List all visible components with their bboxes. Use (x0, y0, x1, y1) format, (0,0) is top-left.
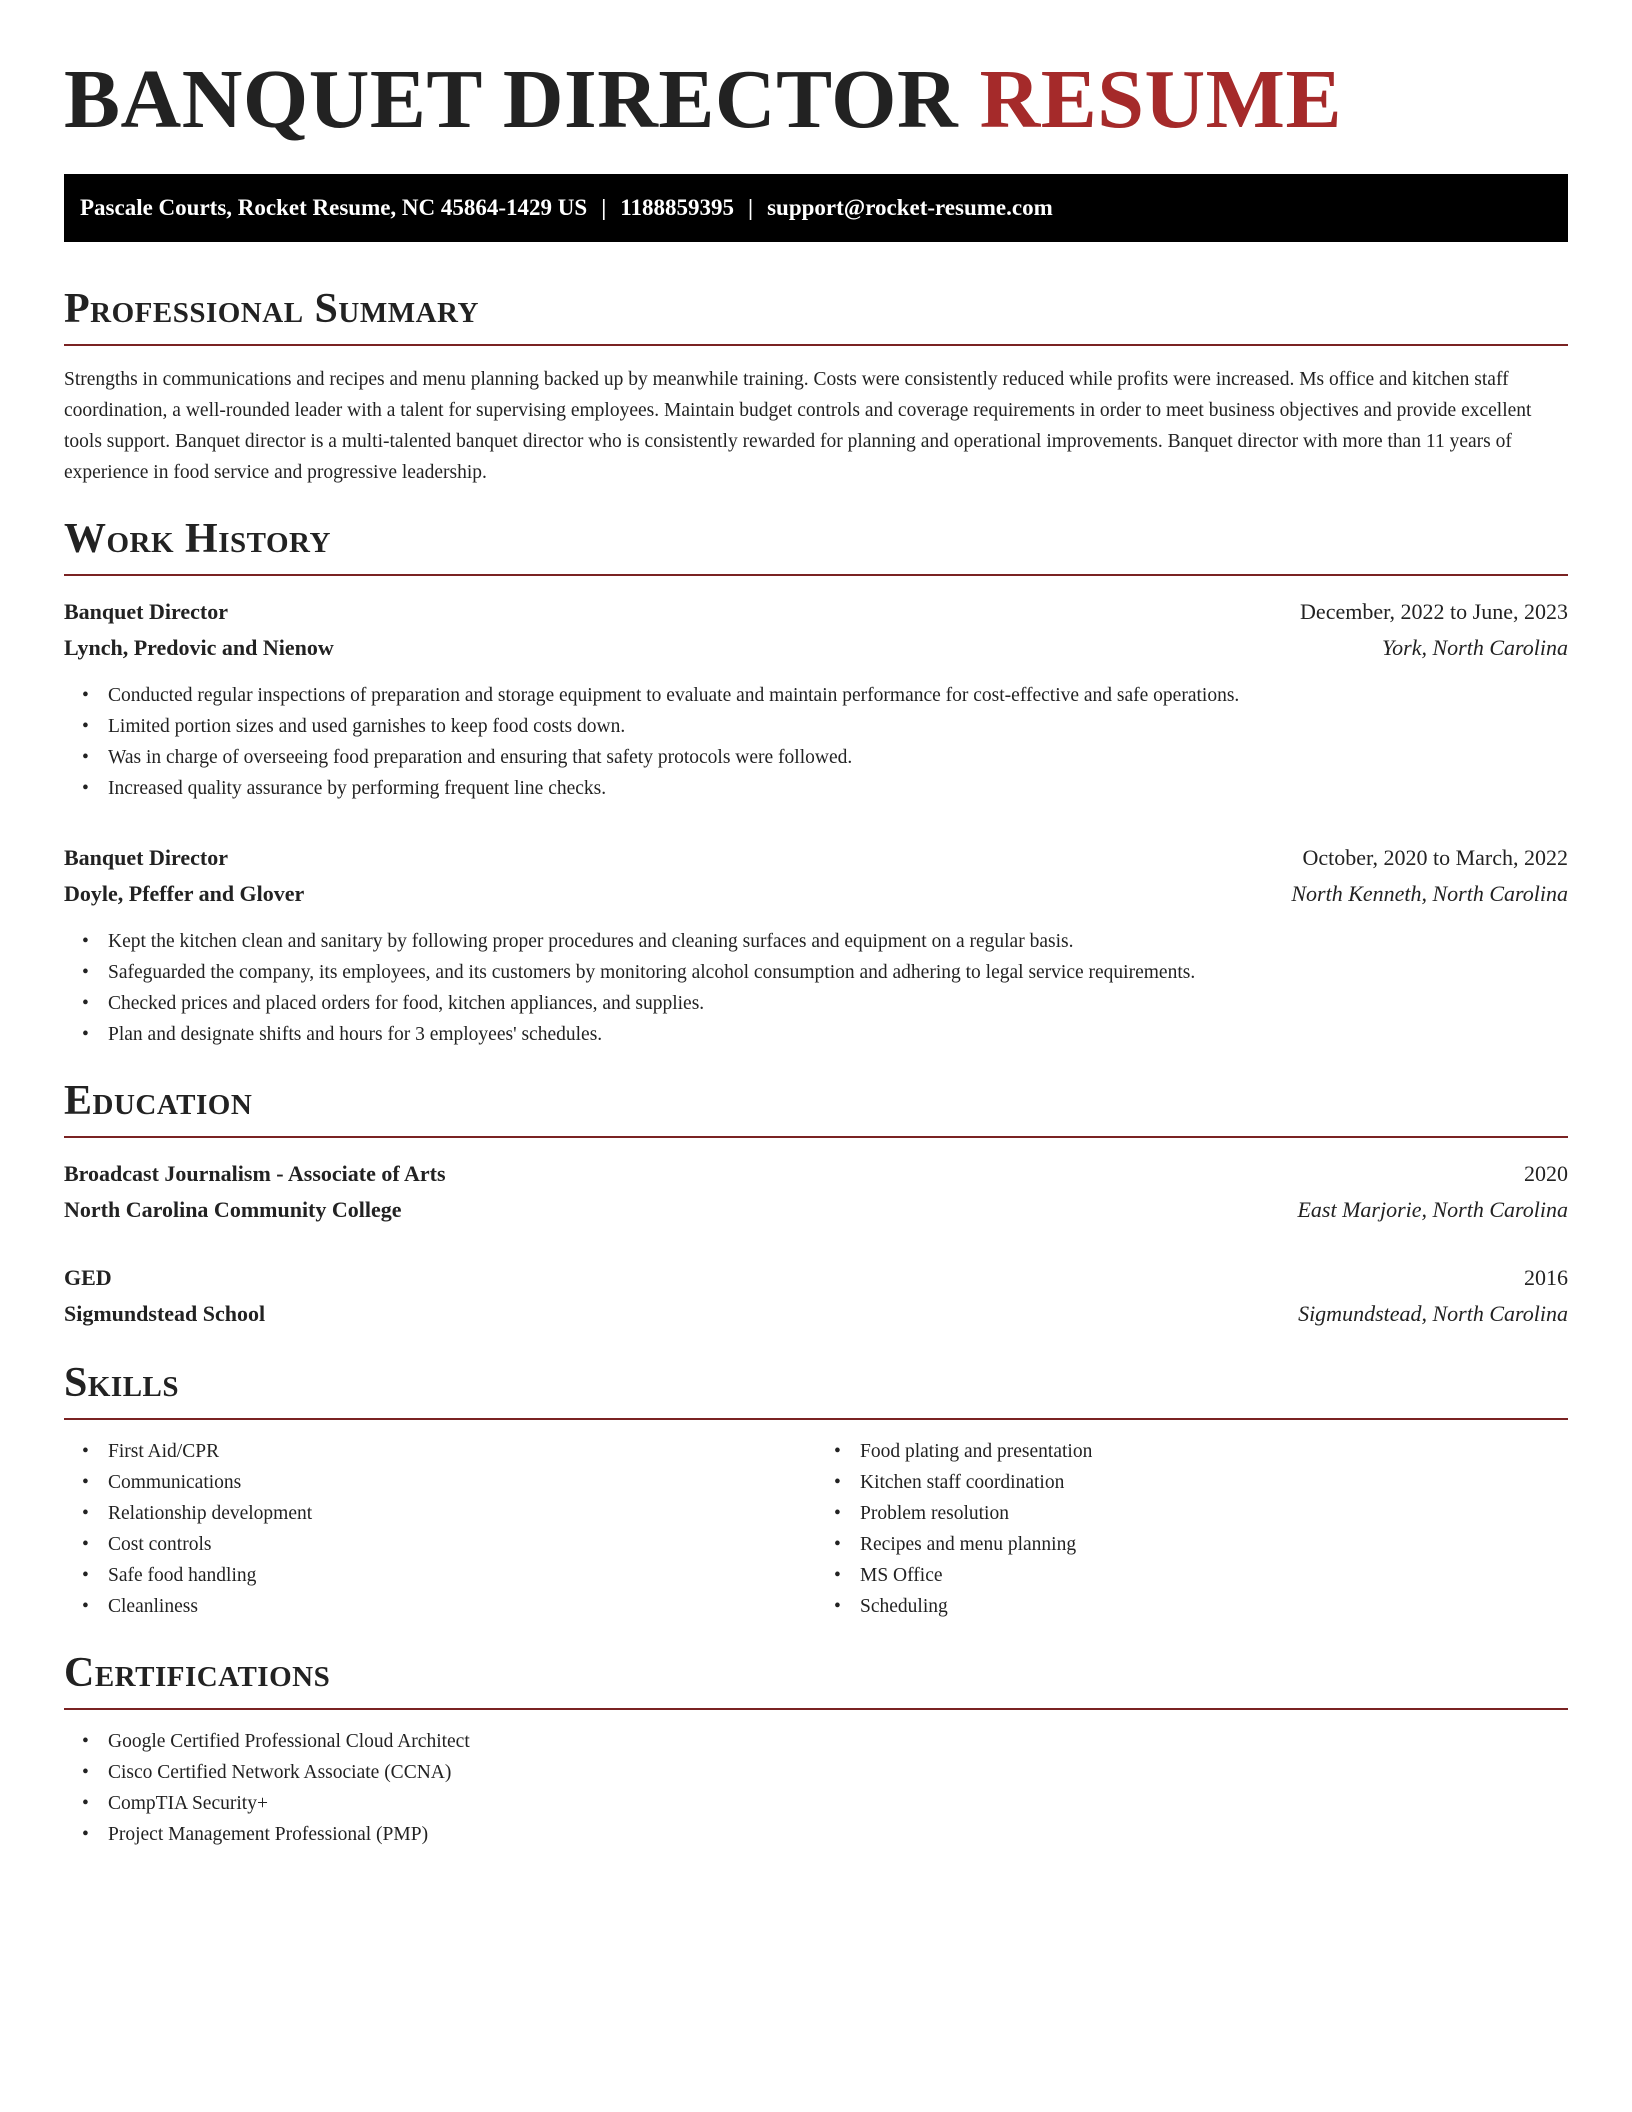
list-item: • Kept the kitchen clean and sanitary by following proper procedures and cleaning surfaces and equipment on a regular basis. (108, 926, 1568, 957)
list-item: • MS Office (860, 1560, 1568, 1591)
resume-title (64, 53, 1568, 146)
list-item: • Problem resolution (860, 1498, 1568, 1529)
education-degree: GED (64, 1265, 112, 1291)
job-dates: December, 2022 to June, 2023 (1300, 599, 1568, 625)
list-item: • Safeguarded the company, its employees, and its customers by monitoring alcohol consumption and adhering to legal service requirements. (108, 957, 1568, 988)
job-title-row (64, 840, 1568, 876)
education-school-row (64, 1192, 1568, 1228)
contact-phone: 1188859395 (620, 195, 735, 221)
contact-separator: | (748, 195, 754, 221)
list-item: • Recipes and menu planning (860, 1529, 1568, 1560)
list-item: • Increased quality assurance by performing frequent line checks. (108, 773, 1568, 804)
education-school-row (64, 1296, 1568, 1332)
job-location: York, North Carolina (1381, 635, 1568, 661)
list-item: • Plan and designate shifts and hours for 3 employees' schedules. (108, 1019, 1568, 1050)
job-entry (64, 840, 1568, 1050)
education-entry (64, 1156, 1568, 1228)
list-item: • Relationship development (108, 1498, 816, 1529)
title-main: BANQUET DIRECTOR (64, 53, 959, 146)
summary-text: Strengths in communications and recipes and menu planning backed up by meanwhile training. Costs were consistently reduced while profits were increased. Ms office and kitchen staff coordination, a well-rounded leader with a talent for supervising employees. Maintain budget controls and coverage requirements in order to meet business objectives and provide excellent tools support. Banquet director is a multi-talented banquet director who is consistently rewarded for planning and operational improvements. Banquet director with more than 11 years of experience in food service and progressive leadership. (64, 369, 1532, 484)
education-location: Sigmundstead, North Carolina (1298, 1301, 1568, 1327)
work-history-section (64, 518, 1568, 1050)
list-item: • CompTIA Security+ (108, 1788, 1568, 1819)
skills-grid (64, 1436, 1568, 1622)
education-school: North Carolina Community College (64, 1197, 402, 1223)
job-title-row (64, 594, 1568, 630)
certifications-list (64, 1726, 1568, 1850)
list-item: • Google Certified Professional Cloud Architect (108, 1726, 1568, 1757)
job-duties (64, 680, 1568, 804)
job-company-row (64, 630, 1568, 666)
contact-email: support@rocket-resume.com (767, 195, 1053, 221)
job-company: Lynch, Predovic and Nienow (64, 635, 334, 661)
job-company: Doyle, Pfeffer and Glover (64, 881, 305, 907)
list-item: • Cisco Certified Network Associate (CCNA) (108, 1757, 1568, 1788)
summary-section (64, 288, 1568, 488)
job-duties (64, 926, 1568, 1050)
education-year: 2016 (1524, 1265, 1568, 1291)
certifications-heading: Certifications (64, 1652, 1568, 1710)
list-item: • Communications (108, 1467, 816, 1498)
education-heading: Education (64, 1080, 1568, 1138)
job-title: Banquet Director (64, 599, 228, 625)
education-location: East Marjorie, North Carolina (1297, 1197, 1568, 1223)
list-item: • Safe food handling (108, 1560, 816, 1591)
contact-address: Pascale Courts, Rocket Resume, NC 45864-1429 US (80, 195, 588, 221)
job-company-row (64, 876, 1568, 912)
list-item: • Limited portion sizes and used garnishes to keep food costs down. (108, 711, 1568, 742)
list-item: • Cleanliness (108, 1591, 816, 1622)
contact-bar (64, 174, 1568, 242)
work-history-heading: Work History (64, 518, 1568, 576)
list-item: • Cost controls (108, 1529, 816, 1560)
summary-heading: Professional Summary (64, 288, 1568, 346)
skills-column-right (816, 1436, 1568, 1622)
list-item: • Project Management Professional (PMP) (108, 1819, 1568, 1850)
education-section (64, 1080, 1568, 1332)
list-item: • Was in charge of overseeing food preparation and ensuring that safety protocols were followed. (108, 742, 1568, 773)
list-item: • Food plating and presentation (860, 1436, 1568, 1467)
education-degree: Broadcast Journalism - Associate of Arts (64, 1161, 446, 1187)
certifications-section (64, 1652, 1568, 1850)
skills-list (64, 1436, 816, 1622)
contact-separator: | (601, 195, 607, 221)
education-school: Sigmundstead School (64, 1301, 266, 1327)
job-location: North Kenneth, North Carolina (1291, 881, 1568, 907)
title-accent: RESUME (979, 53, 1342, 146)
skills-section (64, 1362, 1568, 1622)
education-degree-row (64, 1156, 1568, 1192)
job-title: Banquet Director (64, 845, 228, 871)
job-entry (64, 594, 1568, 804)
job-dates: October, 2020 to March, 2022 (1302, 845, 1568, 871)
skills-list (816, 1436, 1568, 1622)
education-degree-row (64, 1260, 1568, 1296)
list-item: • Kitchen staff coordination (860, 1467, 1568, 1498)
skills-heading: Skills (64, 1362, 1568, 1420)
list-item: • Scheduling (860, 1591, 1568, 1622)
skills-column-left (64, 1436, 816, 1622)
list-item: • Checked prices and placed orders for food, kitchen appliances, and supplies. (108, 988, 1568, 1019)
education-entry (64, 1260, 1568, 1332)
list-item: • Conducted regular inspections of preparation and storage equipment to evaluate and maintain performance for cost-effective and safe operations. (108, 680, 1568, 711)
education-year: 2020 (1524, 1161, 1568, 1187)
list-item: • First Aid/CPR (108, 1436, 816, 1467)
